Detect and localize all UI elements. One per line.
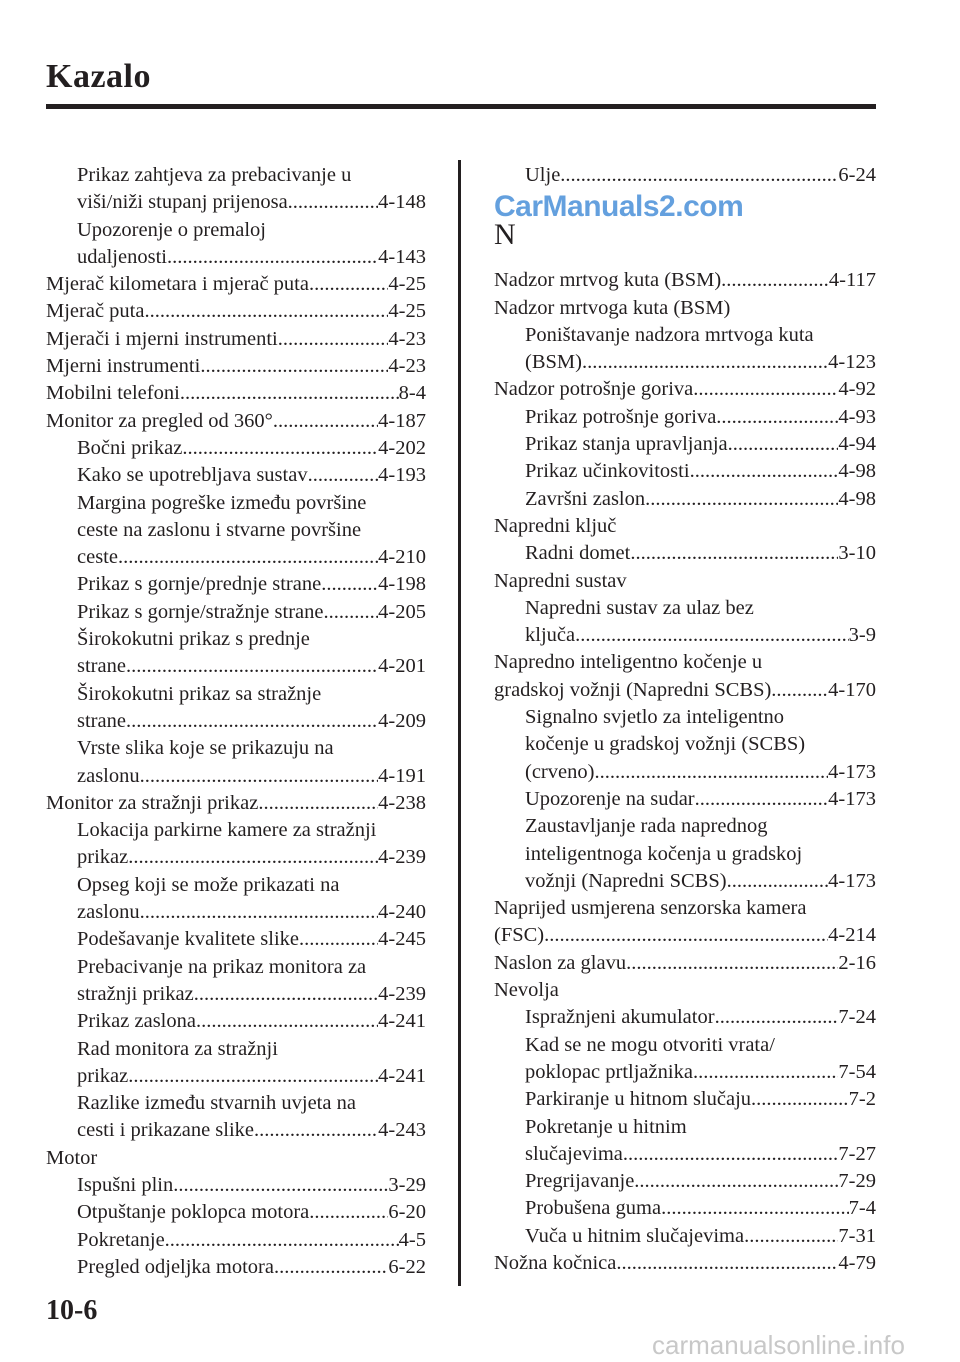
- index-entry: [46, 162, 426, 189]
- index-entry: [494, 1114, 876, 1141]
- index-entry: [46, 380, 426, 407]
- index-group-n: [494, 267, 876, 1277]
- index-entry: [46, 326, 426, 353]
- dot-leader: [716, 404, 838, 431]
- index-entry: [46, 1036, 426, 1063]
- index-entry-page: 4-148: [378, 191, 426, 214]
- index-entry-page: 4-210: [378, 546, 426, 569]
- index-entry: [494, 868, 876, 895]
- index-entry-text: Otpuštanje poklopca motora: [77, 1201, 310, 1224]
- index-entry: [46, 1227, 426, 1254]
- index-entry-text: Probušena guma: [525, 1197, 662, 1220]
- index-entry-text: slučajevima: [525, 1142, 623, 1165]
- dot-leader: [661, 1195, 849, 1222]
- index-entry-text: Završni zaslon: [525, 487, 646, 510]
- index-entry: [494, 458, 876, 485]
- index-entry-text: Prikaz s gornje/stražnje strane: [77, 600, 324, 623]
- index-entry-text: Vrste slika koje se prikazuju na: [77, 737, 334, 760]
- index-entry-text: Upozorenje na sudar: [525, 787, 695, 810]
- index-entry-text: kočenje u gradskoj vožnji (SCBS): [525, 733, 806, 756]
- dot-leader: [630, 540, 838, 567]
- dot-leader: [140, 763, 379, 790]
- watermark-logo: CarManuals2.com: [494, 190, 744, 223]
- index-entry-page: 3-29: [388, 1173, 426, 1196]
- dot-leader: [560, 162, 838, 189]
- index-entry: [46, 954, 426, 981]
- index-entry-text: (BSM): [525, 351, 582, 374]
- dot-leader: [196, 1008, 378, 1035]
- dot-leader: [693, 1059, 838, 1086]
- index-entry-page: 6-20: [388, 1201, 426, 1224]
- index-entry: [46, 735, 426, 762]
- index-entry-text: Radni domet: [525, 542, 631, 565]
- index-entry: [46, 408, 426, 435]
- index-entry: [494, 376, 876, 403]
- dot-leader: [200, 353, 388, 380]
- index-entry-page: 4-98: [838, 460, 876, 483]
- index-entry-text: Prikaz s gornje/prednje strane: [77, 573, 322, 596]
- index-entry-text: Parkiranje u hitnom slučaju: [525, 1088, 752, 1111]
- index-entry-page: 3-9: [848, 624, 876, 647]
- index-entry: [494, 786, 876, 813]
- index-entry-text: udaljenosti: [77, 245, 167, 268]
- index-entry: [46, 1199, 426, 1226]
- dot-leader: [728, 431, 839, 458]
- index-entry: [494, 568, 876, 595]
- index-entry-text: Mjerači i mjerni instrumenti: [46, 327, 278, 350]
- dot-leader: [693, 376, 838, 403]
- dot-leader: [288, 189, 379, 216]
- dot-leader: [309, 271, 388, 298]
- dot-leader: [144, 298, 388, 325]
- index-entry-page: 8-4: [398, 382, 426, 405]
- dot-leader: [582, 349, 828, 376]
- index-entry-text: viši/niži stupanj prijenosa: [77, 191, 288, 214]
- index-entry-page: 4-214: [828, 924, 876, 947]
- index-entry: [46, 1117, 426, 1144]
- dot-leader: [727, 868, 829, 895]
- index-entry: [494, 486, 876, 513]
- dot-leader: [126, 653, 378, 680]
- index-entry: [494, 977, 876, 1004]
- index-entry: [494, 513, 876, 540]
- index-entry-text: prikaz: [77, 846, 129, 869]
- dot-leader: [751, 1086, 849, 1113]
- index-entry-page: 4-5: [398, 1228, 426, 1251]
- index-entry-text: Ispušni plin: [77, 1173, 174, 1196]
- index-entry: [46, 435, 426, 462]
- index-entry-text: (crveno): [525, 760, 595, 783]
- index-entry: [494, 267, 876, 294]
- dot-leader: [258, 790, 378, 817]
- index-entry: [494, 1141, 876, 1168]
- index-entry-text: strane: [77, 655, 126, 678]
- index-entry: [46, 298, 426, 325]
- index-entry: [494, 1250, 876, 1277]
- index-entry: [46, 844, 426, 871]
- index-entry-text: prikaz: [77, 1064, 129, 1087]
- index-entry: [46, 708, 426, 735]
- index-entry-text: Signalno svjetlo za inteligentno: [525, 706, 785, 729]
- dot-leader: [165, 1227, 399, 1254]
- index-entry: [46, 1008, 426, 1035]
- index-entry-text: Zaustavljanje rada naprednog: [525, 815, 768, 838]
- index-entry-page: 6-24: [838, 164, 876, 186]
- index-entry-text: Bočni prikaz: [77, 436, 183, 459]
- index-entry-text: Pregled odjeljka motora: [77, 1255, 274, 1278]
- index-entry: [46, 462, 426, 489]
- index-column-left: [46, 162, 426, 1281]
- dot-leader: [634, 1168, 838, 1195]
- index-entry-text: Naslon za glavu: [494, 951, 627, 974]
- index-entry: [494, 950, 876, 977]
- index-entry-page: 4-191: [378, 764, 426, 787]
- index-entry-page: 4-209: [378, 709, 426, 732]
- index-entry-text: Ulje: [525, 164, 561, 186]
- dot-leader: [128, 844, 378, 871]
- index-entry: [46, 490, 426, 517]
- index-entry-text: zaslonu: [77, 901, 140, 924]
- index-entry: [494, 349, 876, 376]
- index-entry-text: Prebacivanje na prikaz monitora za: [77, 955, 367, 978]
- index-entry-text: ceste: [77, 546, 118, 569]
- index-entry-text: stražnji prikaz: [77, 982, 194, 1005]
- index-entry-page: 6-22: [388, 1255, 426, 1278]
- index-entry: [46, 653, 426, 680]
- dot-leader: [278, 326, 389, 353]
- index-entry: [494, 595, 876, 622]
- dot-leader: [695, 786, 829, 813]
- dot-leader: [126, 708, 378, 735]
- index-entry: [494, 677, 876, 704]
- index-entry-text: Mjerač kilometara i mjerač puta: [46, 273, 309, 296]
- footer-site-watermark: carmanualsonline.info: [652, 1330, 905, 1360]
- index-entry: [46, 1145, 426, 1172]
- dot-leader: [645, 486, 838, 513]
- index-entry: [494, 622, 876, 649]
- index-entry: [494, 295, 876, 322]
- page-number: 10-6: [46, 1295, 98, 1326]
- index-entry-page: 4-239: [378, 982, 426, 1005]
- index-entry-page: 4-198: [378, 573, 426, 596]
- index-entry-text: inteligentnoga kočenja u gradskoj: [525, 842, 803, 865]
- index-entry-page: 7-24: [838, 1006, 876, 1029]
- index-entry: [46, 217, 426, 244]
- index-entry: [494, 649, 876, 676]
- index-entry-text: Širokokutni prikaz sa stražnje: [77, 682, 322, 705]
- index-entry: [46, 626, 426, 653]
- index-entry: [46, 899, 426, 926]
- index-entry-page: 7-31: [838, 1224, 876, 1247]
- dot-leader: [140, 899, 379, 926]
- index-entry-page: 4-23: [388, 355, 426, 378]
- index-entry-page: 4-79: [838, 1251, 876, 1274]
- index-entry: [46, 981, 426, 1008]
- index-entry: [46, 517, 426, 544]
- index-entry-text: Prikaz potrošnje goriva: [525, 405, 717, 428]
- dot-leader: [715, 1004, 839, 1031]
- index-entry-page: 4-143: [378, 245, 426, 268]
- dot-leader: [616, 1250, 838, 1277]
- index-entry-text: Mjerač puta: [46, 300, 145, 323]
- dot-leader: [173, 1172, 388, 1199]
- index-entry: [46, 872, 426, 899]
- dot-leader: [182, 435, 378, 462]
- index-entry: [494, 162, 876, 189]
- index-entry-text: Širokokutni prikaz s prednje: [77, 628, 310, 651]
- index-entry-text: Nadzor potrošnje goriva: [494, 378, 694, 401]
- index-entry-page: 4-117: [828, 269, 876, 292]
- index-group-top: [494, 162, 876, 189]
- index-entry-text: cesti i prikazane slike: [77, 1119, 255, 1142]
- index-entry: [46, 817, 426, 844]
- index-entry-page: 7-29: [838, 1170, 876, 1193]
- dot-leader: [771, 677, 828, 704]
- index-entry-text: zaslonu: [77, 764, 140, 787]
- index-entry-text: ključa: [525, 624, 576, 647]
- index-entry-text: Kako se upotrebljava sustav: [77, 464, 308, 487]
- index-entry: [46, 571, 426, 598]
- index-entry-page: 4-245: [378, 928, 426, 951]
- dot-leader: [308, 462, 379, 489]
- index-entry-page: 4-241: [378, 1010, 426, 1033]
- index-entry-page: 4-201: [378, 655, 426, 678]
- index-entry-text: Nadzor mrtvog kuta (BSM): [494, 269, 722, 292]
- index-entry-text: Opseg koji se može prikazati na: [77, 873, 340, 896]
- index-entry: [494, 1168, 876, 1195]
- index-column-right: [494, 162, 876, 1277]
- index-entry-text: Nožna kočnica: [494, 1251, 617, 1274]
- index-entry: [46, 1172, 426, 1199]
- index-entry-page: 4-193: [378, 464, 426, 487]
- index-entry-page: 4-240: [378, 901, 426, 924]
- index-entry-page: 4-205: [378, 600, 426, 623]
- index-entry-text: Pregrijavanje: [525, 1170, 635, 1193]
- index-entry-page: 7-54: [838, 1060, 876, 1083]
- dot-leader: [180, 380, 399, 407]
- index-entry-page: 4-241: [378, 1064, 426, 1087]
- dot-leader: [254, 1117, 378, 1144]
- dot-leader: [690, 458, 839, 485]
- index-entry: [494, 1223, 876, 1250]
- index-entry-page: 3-10: [838, 542, 876, 565]
- dot-leader: [594, 759, 828, 786]
- index-entry: [494, 1086, 876, 1113]
- index-entry-text: Prikaz učinkovitosti: [525, 460, 690, 483]
- index-entry: [494, 759, 876, 786]
- index-entry-page: 4-173: [828, 760, 876, 783]
- index-entry: [494, 1004, 876, 1031]
- index-entry-text: Monitor za stražnji prikaz: [46, 791, 259, 814]
- index-entry-text: Poništavanje nadzora mrtvoga kuta: [525, 323, 814, 346]
- dot-leader: [118, 544, 378, 571]
- index-entry-page: 4-94: [838, 433, 876, 456]
- dot-leader: [744, 1223, 838, 1250]
- index-entry-text: Napredno inteligentno kočenje u: [494, 651, 763, 674]
- index-entry: [46, 790, 426, 817]
- index-entry-page: 4-173: [828, 869, 876, 892]
- index-entry-text: gradskoj vožnji (Napredni SCBS): [494, 678, 772, 701]
- index-entry: [46, 926, 426, 953]
- index-entry-page: 4-93: [838, 405, 876, 428]
- index-entry-text: Napredni sustav za ulaz bez: [525, 596, 754, 619]
- index-entry-text: Napredni ključ: [494, 514, 617, 537]
- index-entry: [46, 544, 426, 571]
- index-entry-text: Upozorenje o premaloj: [77, 218, 266, 241]
- index-entry-text: Mjerni instrumenti: [46, 355, 201, 378]
- index-entry-text: vožnji (Napredni SCBS): [525, 869, 727, 892]
- column-divider: [458, 160, 461, 1286]
- page-header-title: Kazalo: [46, 58, 151, 95]
- index-entry: [494, 1059, 876, 1086]
- index-entry: [494, 404, 876, 431]
- index-entry-text: Razlike između stvarnih uvjeta na: [77, 1092, 356, 1115]
- index-entry-page: 4-92: [838, 378, 876, 401]
- index-entry: [46, 189, 426, 216]
- index-entry: [46, 353, 426, 380]
- dot-leader: [299, 926, 378, 953]
- index-entry: [494, 1032, 876, 1059]
- index-entry-page: 4-173: [828, 787, 876, 810]
- index-entry-text: Rad monitora za stražnji: [77, 1037, 278, 1060]
- dot-leader: [273, 408, 378, 435]
- index-entry: [46, 1090, 426, 1117]
- dot-leader: [274, 1254, 388, 1281]
- index-entry-page: 7-2: [848, 1088, 876, 1111]
- index-entry: [494, 731, 876, 758]
- index-entry: [46, 763, 426, 790]
- index-entry-page: 4-239: [378, 846, 426, 869]
- index-entry-page: 4-170: [828, 678, 876, 701]
- index-entry: [494, 895, 876, 922]
- index-entry-text: Ispražnjeni akumulator: [525, 1006, 715, 1029]
- dot-leader: [167, 244, 378, 271]
- index-entry: [494, 813, 876, 840]
- index-entry-page: 4-23: [388, 327, 426, 350]
- index-entry-page: 4-187: [378, 409, 426, 432]
- header-rule: [46, 104, 876, 109]
- index-entry-text: Napredni sustav: [494, 569, 627, 592]
- index-entry-text: Naprijed usmjerena senzorska kamera: [494, 897, 807, 920]
- dot-leader: [194, 981, 378, 1008]
- dot-leader: [323, 599, 378, 626]
- index-entry-text: Podešavanje kvalitete slike: [77, 928, 300, 951]
- dot-leader: [623, 1141, 839, 1168]
- index-entry-page: 4-202: [378, 436, 426, 459]
- index-entry-text: ceste na zaslonu i stvarne površine: [77, 518, 362, 541]
- index-entry-page: 4-25: [388, 300, 426, 323]
- index-entry: [46, 244, 426, 271]
- index-entry-page: 4-25: [388, 273, 426, 296]
- index-entry-text: Prikaz zaslona: [77, 1010, 196, 1033]
- index-entry-text: Lokacija parkirne kamere za stražnji: [77, 819, 377, 842]
- index-entry-text: poklopac prtljažnika: [525, 1060, 693, 1083]
- index-entry-text: strane: [77, 709, 126, 732]
- index-entry-page: 4-123: [828, 351, 876, 374]
- index-entry: [494, 1195, 876, 1222]
- dot-leader: [128, 1063, 378, 1090]
- index-entry: [46, 1254, 426, 1281]
- index-entry-page: 2-16: [838, 951, 876, 974]
- dot-leader: [309, 1199, 388, 1226]
- index-entry-page: 7-27: [838, 1142, 876, 1165]
- index-entry-text: Pokretanje: [77, 1228, 165, 1251]
- index-entry-text: Pokretanje u hitnim: [525, 1115, 687, 1138]
- index-entry-page: 4-243: [378, 1119, 426, 1142]
- index-letter-heading: N: [494, 218, 516, 252]
- index-entry-page: 7-4: [848, 1197, 876, 1220]
- index-entry-text: (FSC): [494, 924, 545, 947]
- index-entry: [494, 922, 876, 949]
- index-entry-page: 4-238: [378, 791, 426, 814]
- dot-leader: [544, 922, 828, 949]
- index-entry: [494, 704, 876, 731]
- dot-leader: [626, 950, 838, 977]
- index-entry: [494, 841, 876, 868]
- dot-leader: [321, 571, 378, 598]
- index-entry-text: Nevolja: [494, 979, 559, 1002]
- index-entry: [494, 540, 876, 567]
- index-entry-text: Prikaz zahtjeva za prebacivanje u: [77, 164, 352, 186]
- index-entry: [46, 599, 426, 626]
- dot-leader: [575, 622, 849, 649]
- index-entry: [494, 431, 876, 458]
- index-entry: [46, 1063, 426, 1090]
- index-entry-text: Prikaz stanja upravljanja: [525, 433, 728, 456]
- index-entry-text: Kad se ne mogu otvoriti vrata/: [525, 1033, 775, 1056]
- dot-leader: [721, 267, 829, 294]
- index-entry-text: Monitor za pregled od 360°: [46, 409, 273, 432]
- index-entry-text: Motor: [46, 1146, 98, 1169]
- index-entry-text: Margina pogreške između površine: [77, 491, 367, 514]
- index-entry: [46, 271, 426, 298]
- index-entry: [494, 322, 876, 349]
- index-entry: [46, 681, 426, 708]
- index-entry-text: Vuča u hitnim slučajevima: [525, 1224, 745, 1247]
- index-entry-text: Nadzor mrtvoga kuta (BSM): [494, 296, 731, 319]
- index-entry-text: Mobilni telefoni: [46, 382, 180, 405]
- index-entry-page: 4-98: [838, 487, 876, 510]
